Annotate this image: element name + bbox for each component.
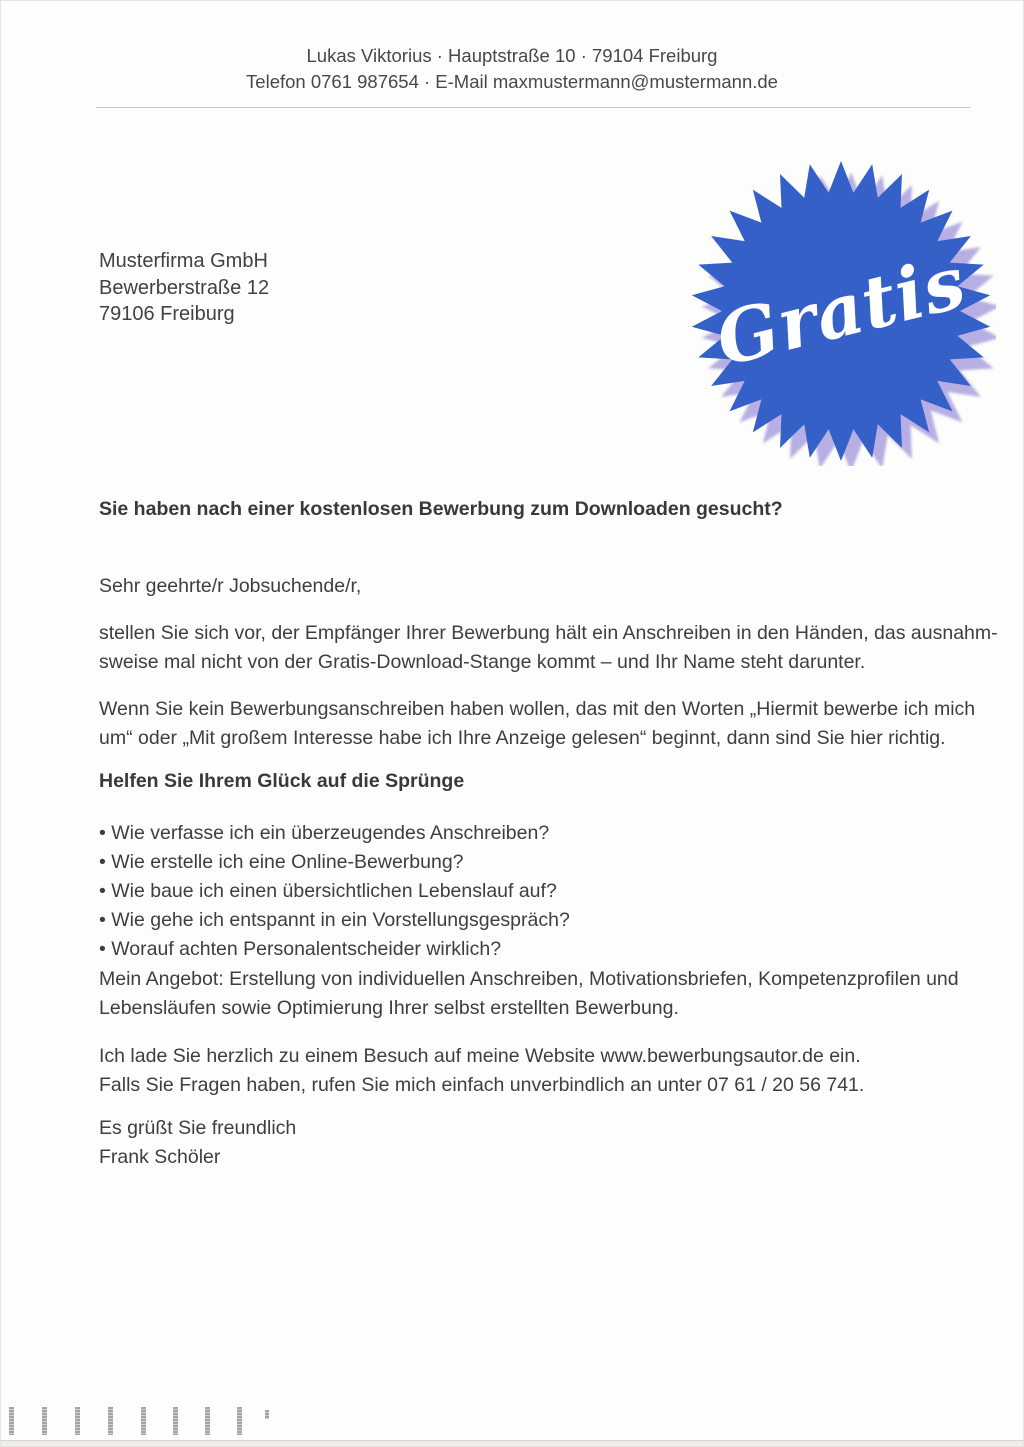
scan-artifact-mark <box>265 1410 269 1419</box>
closing-signature: Frank Schöler <box>99 1146 221 1168</box>
sender-address: Lukas Viktorius · Hauptstraße 10 · 79104 Freiburg <box>306 45 718 66</box>
invitation-line-1: Ich lade Sie herzlich zu einem Besuch auf meine Website www.bewerbungsautor.de ein. <box>99 1045 861 1067</box>
gratis-badge <box>686 156 996 466</box>
sender-header <box>1 43 1023 95</box>
offer-line-2: Lebensläufen sowie Optimierung Ihrer selbst erstellten Bewerbung. <box>99 997 679 1019</box>
recipient-city: 79106 Freiburg <box>99 303 235 325</box>
invitation-line-2: Falls Sie Fragen haben, rufen Sie mich einfach unverbindlich an unter 07 61 / 20 56 741. <box>99 1074 865 1096</box>
closing <box>99 1114 296 1172</box>
recipient-address <box>99 248 269 328</box>
paragraph-2-line-1: Wenn Sie kein Bewerbungsanschreiben haben wollen, das mit den Worten „Hiermit bewerbe ich mich <box>99 698 976 720</box>
offer-line-1: Mein Angebot: Erstellung von individuellen Anschreiben, Motivationsbriefen, Kompetenzprofilen und <box>99 968 959 990</box>
subject-line: Sie haben nach einer kostenlosen Bewerbung zum Downloaden gesucht? <box>99 498 783 520</box>
bullet-item: • Wie baue ich einen übersichtlichen Lebenslauf auf? <box>99 880 557 902</box>
bullet-list <box>99 819 570 964</box>
scan-artifact-mark <box>173 1407 178 1435</box>
closing-greeting: Es grüßt Sie freundlich <box>99 1117 297 1139</box>
scan-artifact-mark <box>141 1407 146 1435</box>
scan-artifact-mark <box>75 1407 80 1435</box>
bullet-item: • Wie erstelle ich eine Online-Bewerbung? <box>99 851 464 873</box>
scan-artifact-mark <box>42 1407 47 1435</box>
scan-artifact-mark <box>205 1407 210 1435</box>
header-divider <box>96 107 970 108</box>
offer-paragraph <box>99 965 959 1023</box>
paragraph-1-line-1: stellen Sie sich vor, der Empfänger Ihrer Bewerbung hält ein Anschreiben in den Händen, das ausnahm- <box>99 622 998 644</box>
paragraph-1-line-2: sweise mal nicht von der Gratis-Download-Stange kommt – und Ihr Name steht darunter. <box>99 651 866 673</box>
invitation-paragraph <box>99 1042 864 1100</box>
paragraph-2 <box>99 695 975 753</box>
sender-contact: Telefon 0761 987654 · E-Mail maxmustermann@mustermann.de <box>246 71 778 92</box>
page-bottom-edge <box>1 1440 1023 1446</box>
paragraph-1 <box>99 619 998 677</box>
paragraph-2-line-2: um“ oder „Mit großem Interesse habe ich Ihre Anzeige gelesen“ beginnt, dann sind Sie hier richtig. <box>99 727 946 749</box>
scan-artifact-mark <box>237 1407 242 1435</box>
scan-artifact-mark <box>9 1407 14 1435</box>
badge-label: Gratis <box>707 238 975 383</box>
bullet-item: • Wie verfasse ich ein überzeugendes Anschreiben? <box>99 822 550 844</box>
scan-artifact-mark <box>108 1407 113 1435</box>
bullet-item: • Worauf achten Personalentscheider wirklich? <box>99 938 502 960</box>
recipient-street: Bewerberstraße 12 <box>99 276 270 299</box>
salutation: Sehr geehrte/r Jobsuchende/r, <box>99 575 362 597</box>
recipient-company: Musterfirma GmbH <box>99 250 268 272</box>
bullet-item: • Wie gehe ich entspannt in ein Vorstellungsgespräch? <box>99 909 570 931</box>
section-heading: Helfen Sie Ihrem Glück auf die Sprünge <box>99 770 465 792</box>
